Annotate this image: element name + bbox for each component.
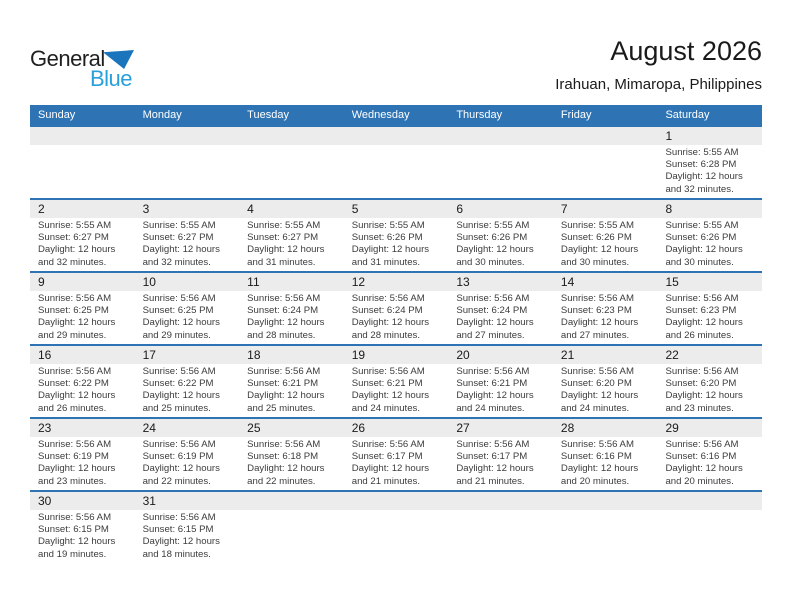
sun-detail-line: and 22 minutes. bbox=[247, 475, 316, 487]
sun-detail-line: Sunset: 6:21 PM bbox=[456, 378, 528, 390]
calendar-table bbox=[30, 105, 762, 563]
sun-detail-line: Sunrise: 5:56 AM bbox=[456, 366, 530, 377]
sun-detail-line: Daylight: 12 hours bbox=[351, 390, 430, 402]
sun-detail-line: Sunrise: 5:56 AM bbox=[247, 366, 321, 377]
sun-detail-line: Sunset: 6:26 PM bbox=[665, 232, 737, 244]
sun-detail-line: and 18 minutes. bbox=[142, 548, 211, 560]
sun-detail-line: Daylight: 12 hours bbox=[456, 390, 534, 402]
sun-detail-line: Sunset: 6:25 PM bbox=[38, 305, 109, 317]
day-cell bbox=[657, 218, 762, 271]
day-cell bbox=[657, 364, 762, 417]
sun-detail-line: Sunrise: 5:56 AM bbox=[560, 293, 634, 304]
sun-detail-line: and 20 minutes. bbox=[665, 475, 734, 487]
weekday-header-thursday: Thursday bbox=[456, 109, 503, 121]
day-cell bbox=[135, 218, 240, 271]
day-cell bbox=[448, 437, 553, 490]
sun-detail-line: Daylight: 12 hours bbox=[665, 317, 743, 329]
sun-detail-line: Sunrise: 5:56 AM bbox=[142, 293, 216, 304]
sun-detail-line: and 31 minutes. bbox=[351, 256, 421, 268]
sun-detail-line: Sunrise: 5:55 AM bbox=[247, 220, 321, 231]
day-number: 21 bbox=[560, 348, 575, 362]
week-row bbox=[30, 344, 762, 417]
day-cell bbox=[657, 291, 762, 344]
sun-detail-line: Daylight: 12 hours bbox=[247, 390, 325, 402]
sun-detail-line: Daylight: 12 hours bbox=[38, 244, 116, 256]
sun-detail-line: Daylight: 12 hours bbox=[142, 536, 220, 548]
day-number: 18 bbox=[247, 348, 261, 362]
sun-detail-line: Sunset: 6:22 PM bbox=[38, 378, 109, 390]
sun-detail-line: and 26 minutes. bbox=[665, 329, 734, 341]
sun-detail-line: Sunrise: 5:56 AM bbox=[351, 366, 425, 377]
sun-detail-line: Sunset: 6:15 PM bbox=[142, 524, 214, 536]
sun-detail-line: and 22 minutes. bbox=[142, 475, 211, 487]
sun-detail-line: and 21 minutes. bbox=[456, 475, 525, 487]
day-number-empty bbox=[448, 492, 553, 510]
sun-detail-line: and 28 minutes. bbox=[247, 329, 316, 341]
sun-detail-line: Sunset: 6:23 PM bbox=[560, 305, 632, 317]
day-number-empty bbox=[657, 492, 762, 510]
weekday-header-row bbox=[30, 105, 762, 125]
calendar-weeks bbox=[30, 125, 762, 563]
week-body bbox=[30, 510, 762, 563]
day-number-empty bbox=[344, 127, 449, 145]
sun-detail-line: Sunrise: 5:56 AM bbox=[351, 439, 425, 450]
day-cell bbox=[657, 145, 762, 198]
sun-detail-line: Daylight: 12 hours bbox=[247, 244, 325, 256]
day-cell bbox=[448, 364, 553, 417]
day-cell bbox=[135, 510, 240, 563]
weekday-header-saturday: Saturday bbox=[665, 109, 710, 121]
day-number: 6 bbox=[456, 202, 463, 216]
sun-detail-line: Sunset: 6:15 PM bbox=[38, 524, 109, 536]
day-cell bbox=[553, 364, 658, 417]
day-cell-empty bbox=[657, 510, 762, 563]
sun-detail-line: Daylight: 12 hours bbox=[38, 536, 116, 548]
day-number-strip bbox=[30, 127, 762, 145]
sun-detail-line: and 25 minutes. bbox=[247, 402, 316, 414]
sun-detail-line: Sunrise: 5:56 AM bbox=[560, 366, 634, 377]
sun-detail-line: Sunset: 6:25 PM bbox=[142, 305, 214, 317]
sun-detail-line: Daylight: 12 hours bbox=[665, 171, 743, 183]
sun-detail-line: Daylight: 12 hours bbox=[142, 317, 220, 329]
week-body bbox=[30, 218, 762, 271]
sun-detail-line: and 21 minutes. bbox=[351, 475, 421, 487]
sun-detail-line: Sunrise: 5:56 AM bbox=[247, 293, 321, 304]
sun-detail-line: and 32 minutes. bbox=[142, 256, 211, 268]
day-number: 26 bbox=[351, 421, 366, 435]
sun-detail-line: and 29 minutes. bbox=[38, 329, 107, 341]
day-number: 5 bbox=[351, 202, 359, 216]
day-number: 27 bbox=[456, 421, 470, 435]
sun-detail-line: and 24 minutes. bbox=[456, 402, 525, 414]
day-number: 30 bbox=[38, 494, 52, 508]
day-cell-empty bbox=[344, 145, 449, 198]
day-number: 31 bbox=[142, 494, 156, 508]
sun-detail-line: Daylight: 12 hours bbox=[456, 463, 534, 475]
sun-detail-line: Sunset: 6:18 PM bbox=[247, 451, 319, 463]
sun-detail-line: Sunrise: 5:56 AM bbox=[142, 366, 216, 377]
sun-detail-line: and 29 minutes. bbox=[142, 329, 211, 341]
sun-detail-line: Sunset: 6:21 PM bbox=[351, 378, 423, 390]
day-number: 13 bbox=[456, 275, 470, 289]
sun-detail-line: Daylight: 12 hours bbox=[38, 317, 116, 329]
sun-detail-line: Daylight: 12 hours bbox=[560, 317, 639, 329]
sun-detail-line: Sunset: 6:28 PM bbox=[665, 159, 737, 171]
sun-detail-line: and 31 minutes. bbox=[247, 256, 316, 268]
sun-detail-line: Sunrise: 5:56 AM bbox=[38, 366, 112, 377]
day-number: 14 bbox=[560, 275, 575, 289]
sun-detail-line: Sunrise: 5:56 AM bbox=[247, 439, 321, 450]
day-number: 8 bbox=[665, 202, 673, 216]
sun-detail-line: Sunset: 6:19 PM bbox=[142, 451, 214, 463]
day-cell bbox=[30, 364, 135, 417]
sun-detail-line: Daylight: 12 hours bbox=[247, 463, 325, 475]
sun-detail-line: Sunrise: 5:55 AM bbox=[456, 220, 530, 231]
sun-detail-line: Sunrise: 5:55 AM bbox=[351, 220, 425, 231]
sun-detail-line: Daylight: 12 hours bbox=[142, 390, 220, 402]
month-title: August 2026 bbox=[610, 36, 762, 66]
day-number: 19 bbox=[351, 348, 366, 362]
day-number: 1 bbox=[665, 129, 673, 143]
day-number: 28 bbox=[560, 421, 575, 435]
title-block bbox=[555, 36, 762, 93]
day-number-strip bbox=[30, 492, 762, 510]
week-row bbox=[30, 198, 762, 271]
sun-detail-line: and 27 minutes. bbox=[456, 329, 525, 341]
day-cell bbox=[448, 291, 553, 344]
day-cell-empty bbox=[448, 510, 553, 563]
sun-detail-line: and 32 minutes. bbox=[38, 256, 107, 268]
day-number: 12 bbox=[351, 275, 366, 289]
day-number: 24 bbox=[142, 421, 156, 435]
day-cell bbox=[344, 364, 449, 417]
day-cell-empty bbox=[553, 510, 658, 563]
day-cell bbox=[30, 291, 135, 344]
sun-detail-line: Sunrise: 5:55 AM bbox=[142, 220, 216, 231]
sun-detail-line: Sunrise: 5:56 AM bbox=[38, 512, 112, 523]
sun-detail-line: Sunset: 6:17 PM bbox=[456, 451, 528, 463]
sun-detail-line: Daylight: 12 hours bbox=[38, 463, 116, 475]
day-cell-empty bbox=[30, 145, 135, 198]
day-number: 9 bbox=[38, 275, 45, 289]
day-cell-empty bbox=[135, 145, 240, 198]
sun-detail-line: and 27 minutes. bbox=[560, 329, 630, 341]
day-cell-empty bbox=[448, 145, 553, 198]
logo-text-blue: Blue bbox=[90, 66, 133, 91]
sun-detail-line: Sunrise: 5:56 AM bbox=[351, 293, 425, 304]
weekday-header-sunday: Sunday bbox=[38, 109, 76, 121]
logo-text-general: General bbox=[30, 46, 105, 71]
sun-detail-line: Sunrise: 5:56 AM bbox=[665, 439, 739, 450]
day-cell-empty bbox=[344, 510, 449, 563]
day-number-empty bbox=[344, 492, 449, 510]
day-cell bbox=[239, 364, 344, 417]
weekday-header-wednesday: Wednesday bbox=[351, 109, 410, 121]
sun-detail-line: Sunrise: 5:56 AM bbox=[665, 293, 739, 304]
day-cell bbox=[657, 437, 762, 490]
sun-detail-line: Sunrise: 5:55 AM bbox=[38, 220, 112, 231]
day-number-empty bbox=[135, 127, 240, 145]
sun-detail-line: Daylight: 12 hours bbox=[665, 390, 743, 402]
sun-detail-line: Sunset: 6:24 PM bbox=[456, 305, 528, 317]
day-number-empty bbox=[553, 492, 658, 510]
sun-detail-line: Sunset: 6:27 PM bbox=[247, 232, 319, 244]
sun-detail-line: and 24 minutes. bbox=[351, 402, 421, 414]
day-cell bbox=[135, 364, 240, 417]
sun-detail-line: Daylight: 12 hours bbox=[351, 317, 430, 329]
day-cell-empty bbox=[239, 145, 344, 198]
day-number: 4 bbox=[247, 202, 254, 216]
sun-detail-line: Sunset: 6:27 PM bbox=[38, 232, 109, 244]
day-cell bbox=[239, 291, 344, 344]
day-cell bbox=[344, 218, 449, 271]
day-cell bbox=[30, 510, 135, 563]
day-number-empty bbox=[30, 127, 135, 145]
weekday-header-monday: Monday bbox=[142, 109, 182, 121]
sun-detail-line: Sunset: 6:21 PM bbox=[247, 378, 319, 390]
sun-detail-line: Daylight: 12 hours bbox=[351, 463, 430, 475]
sun-detail-line: Sunset: 6:19 PM bbox=[38, 451, 109, 463]
day-number: 16 bbox=[38, 348, 52, 362]
sun-detail-line: Daylight: 12 hours bbox=[142, 244, 220, 256]
location-subtitle: Irahuan, Mimaropa, Philippines bbox=[555, 76, 762, 93]
sun-detail-line: and 23 minutes. bbox=[665, 402, 734, 414]
sun-detail-line: and 32 minutes. bbox=[665, 183, 734, 195]
sun-detail-line: Daylight: 12 hours bbox=[456, 317, 534, 329]
sun-detail-line: and 26 minutes. bbox=[38, 402, 107, 414]
sun-detail-line: Sunrise: 5:56 AM bbox=[38, 293, 112, 304]
week-row bbox=[30, 271, 762, 344]
sun-detail-line: Sunset: 6:17 PM bbox=[351, 451, 423, 463]
sun-detail-line: Daylight: 12 hours bbox=[665, 463, 743, 475]
sun-detail-line: Daylight: 12 hours bbox=[38, 390, 116, 402]
day-cell bbox=[553, 291, 658, 344]
day-cell bbox=[553, 437, 658, 490]
sun-detail-line: Daylight: 12 hours bbox=[456, 244, 534, 256]
sun-detail-line: Sunrise: 5:56 AM bbox=[456, 439, 530, 450]
sun-detail-line: Daylight: 12 hours bbox=[142, 463, 220, 475]
sun-detail-line: Sunset: 6:22 PM bbox=[142, 378, 214, 390]
day-cell bbox=[30, 437, 135, 490]
day-number-strip bbox=[30, 273, 762, 291]
week-body bbox=[30, 437, 762, 490]
sun-detail-line: and 28 minutes. bbox=[351, 329, 421, 341]
day-cell bbox=[239, 437, 344, 490]
sun-detail-line: Sunset: 6:20 PM bbox=[665, 378, 737, 390]
sun-detail-line: Daylight: 12 hours bbox=[665, 244, 743, 256]
day-number: 7 bbox=[560, 202, 568, 216]
sun-detail-line: Sunrise: 5:56 AM bbox=[560, 439, 634, 450]
day-number: 10 bbox=[142, 275, 156, 289]
day-cell bbox=[30, 218, 135, 271]
week-row bbox=[30, 125, 762, 198]
day-number: 2 bbox=[38, 202, 45, 216]
general-blue-logo bbox=[30, 44, 150, 94]
sun-detail-line: and 19 minutes. bbox=[38, 548, 107, 560]
weekday-header-friday: Friday bbox=[560, 109, 592, 121]
week-row bbox=[30, 490, 762, 563]
day-number-strip bbox=[30, 419, 762, 437]
day-cell bbox=[135, 291, 240, 344]
sun-detail-line: Sunset: 6:26 PM bbox=[351, 232, 423, 244]
sun-detail-line: Sunrise: 5:56 AM bbox=[665, 366, 739, 377]
sun-detail-line: and 23 minutes. bbox=[38, 475, 107, 487]
day-number-empty bbox=[239, 127, 344, 145]
weekday-header-tuesday: Tuesday bbox=[247, 109, 289, 121]
day-number-strip bbox=[30, 200, 762, 218]
sun-detail-line: Daylight: 12 hours bbox=[247, 317, 325, 329]
sun-detail-line: Sunrise: 5:55 AM bbox=[665, 220, 739, 231]
day-number-empty bbox=[239, 492, 344, 510]
sun-detail-line: Sunrise: 5:56 AM bbox=[456, 293, 530, 304]
day-number-empty bbox=[448, 127, 553, 145]
day-number: 15 bbox=[665, 275, 679, 289]
day-cell bbox=[448, 218, 553, 271]
sun-detail-line: Sunrise: 5:55 AM bbox=[665, 147, 739, 158]
sun-detail-line: Sunrise: 5:56 AM bbox=[142, 512, 216, 523]
sun-detail-line: Sunrise: 5:56 AM bbox=[142, 439, 216, 450]
week-row bbox=[30, 417, 762, 490]
sun-detail-line: Daylight: 12 hours bbox=[560, 244, 639, 256]
day-cell bbox=[135, 437, 240, 490]
day-number: 17 bbox=[142, 348, 156, 362]
sun-detail-line: Daylight: 12 hours bbox=[560, 390, 639, 402]
sun-detail-line: Daylight: 12 hours bbox=[351, 244, 430, 256]
sun-detail-line: and 30 minutes. bbox=[456, 256, 525, 268]
day-cell bbox=[239, 218, 344, 271]
week-body bbox=[30, 364, 762, 417]
sun-detail-line: Sunrise: 5:56 AM bbox=[38, 439, 112, 450]
sun-detail-line: and 25 minutes. bbox=[142, 402, 211, 414]
day-number-strip bbox=[30, 346, 762, 364]
sun-detail-line: Sunset: 6:27 PM bbox=[142, 232, 214, 244]
sun-detail-line: and 30 minutes. bbox=[560, 256, 630, 268]
day-cell bbox=[553, 218, 658, 271]
sun-detail-line: Sunrise: 5:55 AM bbox=[560, 220, 634, 231]
sun-detail-line: Sunset: 6:16 PM bbox=[560, 451, 632, 463]
day-number: 22 bbox=[665, 348, 679, 362]
sun-detail-line: Sunset: 6:24 PM bbox=[351, 305, 423, 317]
sun-detail-line: Sunset: 6:24 PM bbox=[247, 305, 319, 317]
sun-detail-line: Sunset: 6:16 PM bbox=[665, 451, 737, 463]
day-number: 23 bbox=[38, 421, 52, 435]
day-cell-empty bbox=[239, 510, 344, 563]
sun-detail-line: Sunset: 6:23 PM bbox=[665, 305, 737, 317]
day-number: 20 bbox=[456, 348, 470, 362]
day-number: 25 bbox=[247, 421, 261, 435]
week-body bbox=[30, 291, 762, 344]
sun-detail-line: Daylight: 12 hours bbox=[560, 463, 639, 475]
sun-detail-line: Sunset: 6:26 PM bbox=[560, 232, 632, 244]
day-cell-empty bbox=[553, 145, 658, 198]
week-body bbox=[30, 145, 762, 198]
day-number: 3 bbox=[142, 202, 150, 216]
day-cell bbox=[344, 437, 449, 490]
sun-detail-line: and 24 minutes. bbox=[560, 402, 630, 414]
day-cell bbox=[344, 291, 449, 344]
sun-detail-line: Sunset: 6:20 PM bbox=[560, 378, 632, 390]
day-number-empty bbox=[553, 127, 658, 145]
sun-detail-line: and 20 minutes. bbox=[560, 475, 630, 487]
sun-detail-line: and 30 minutes. bbox=[665, 256, 734, 268]
day-number: 11 bbox=[247, 275, 260, 289]
day-number: 29 bbox=[665, 421, 679, 435]
sun-detail-line: Sunset: 6:26 PM bbox=[456, 232, 528, 244]
